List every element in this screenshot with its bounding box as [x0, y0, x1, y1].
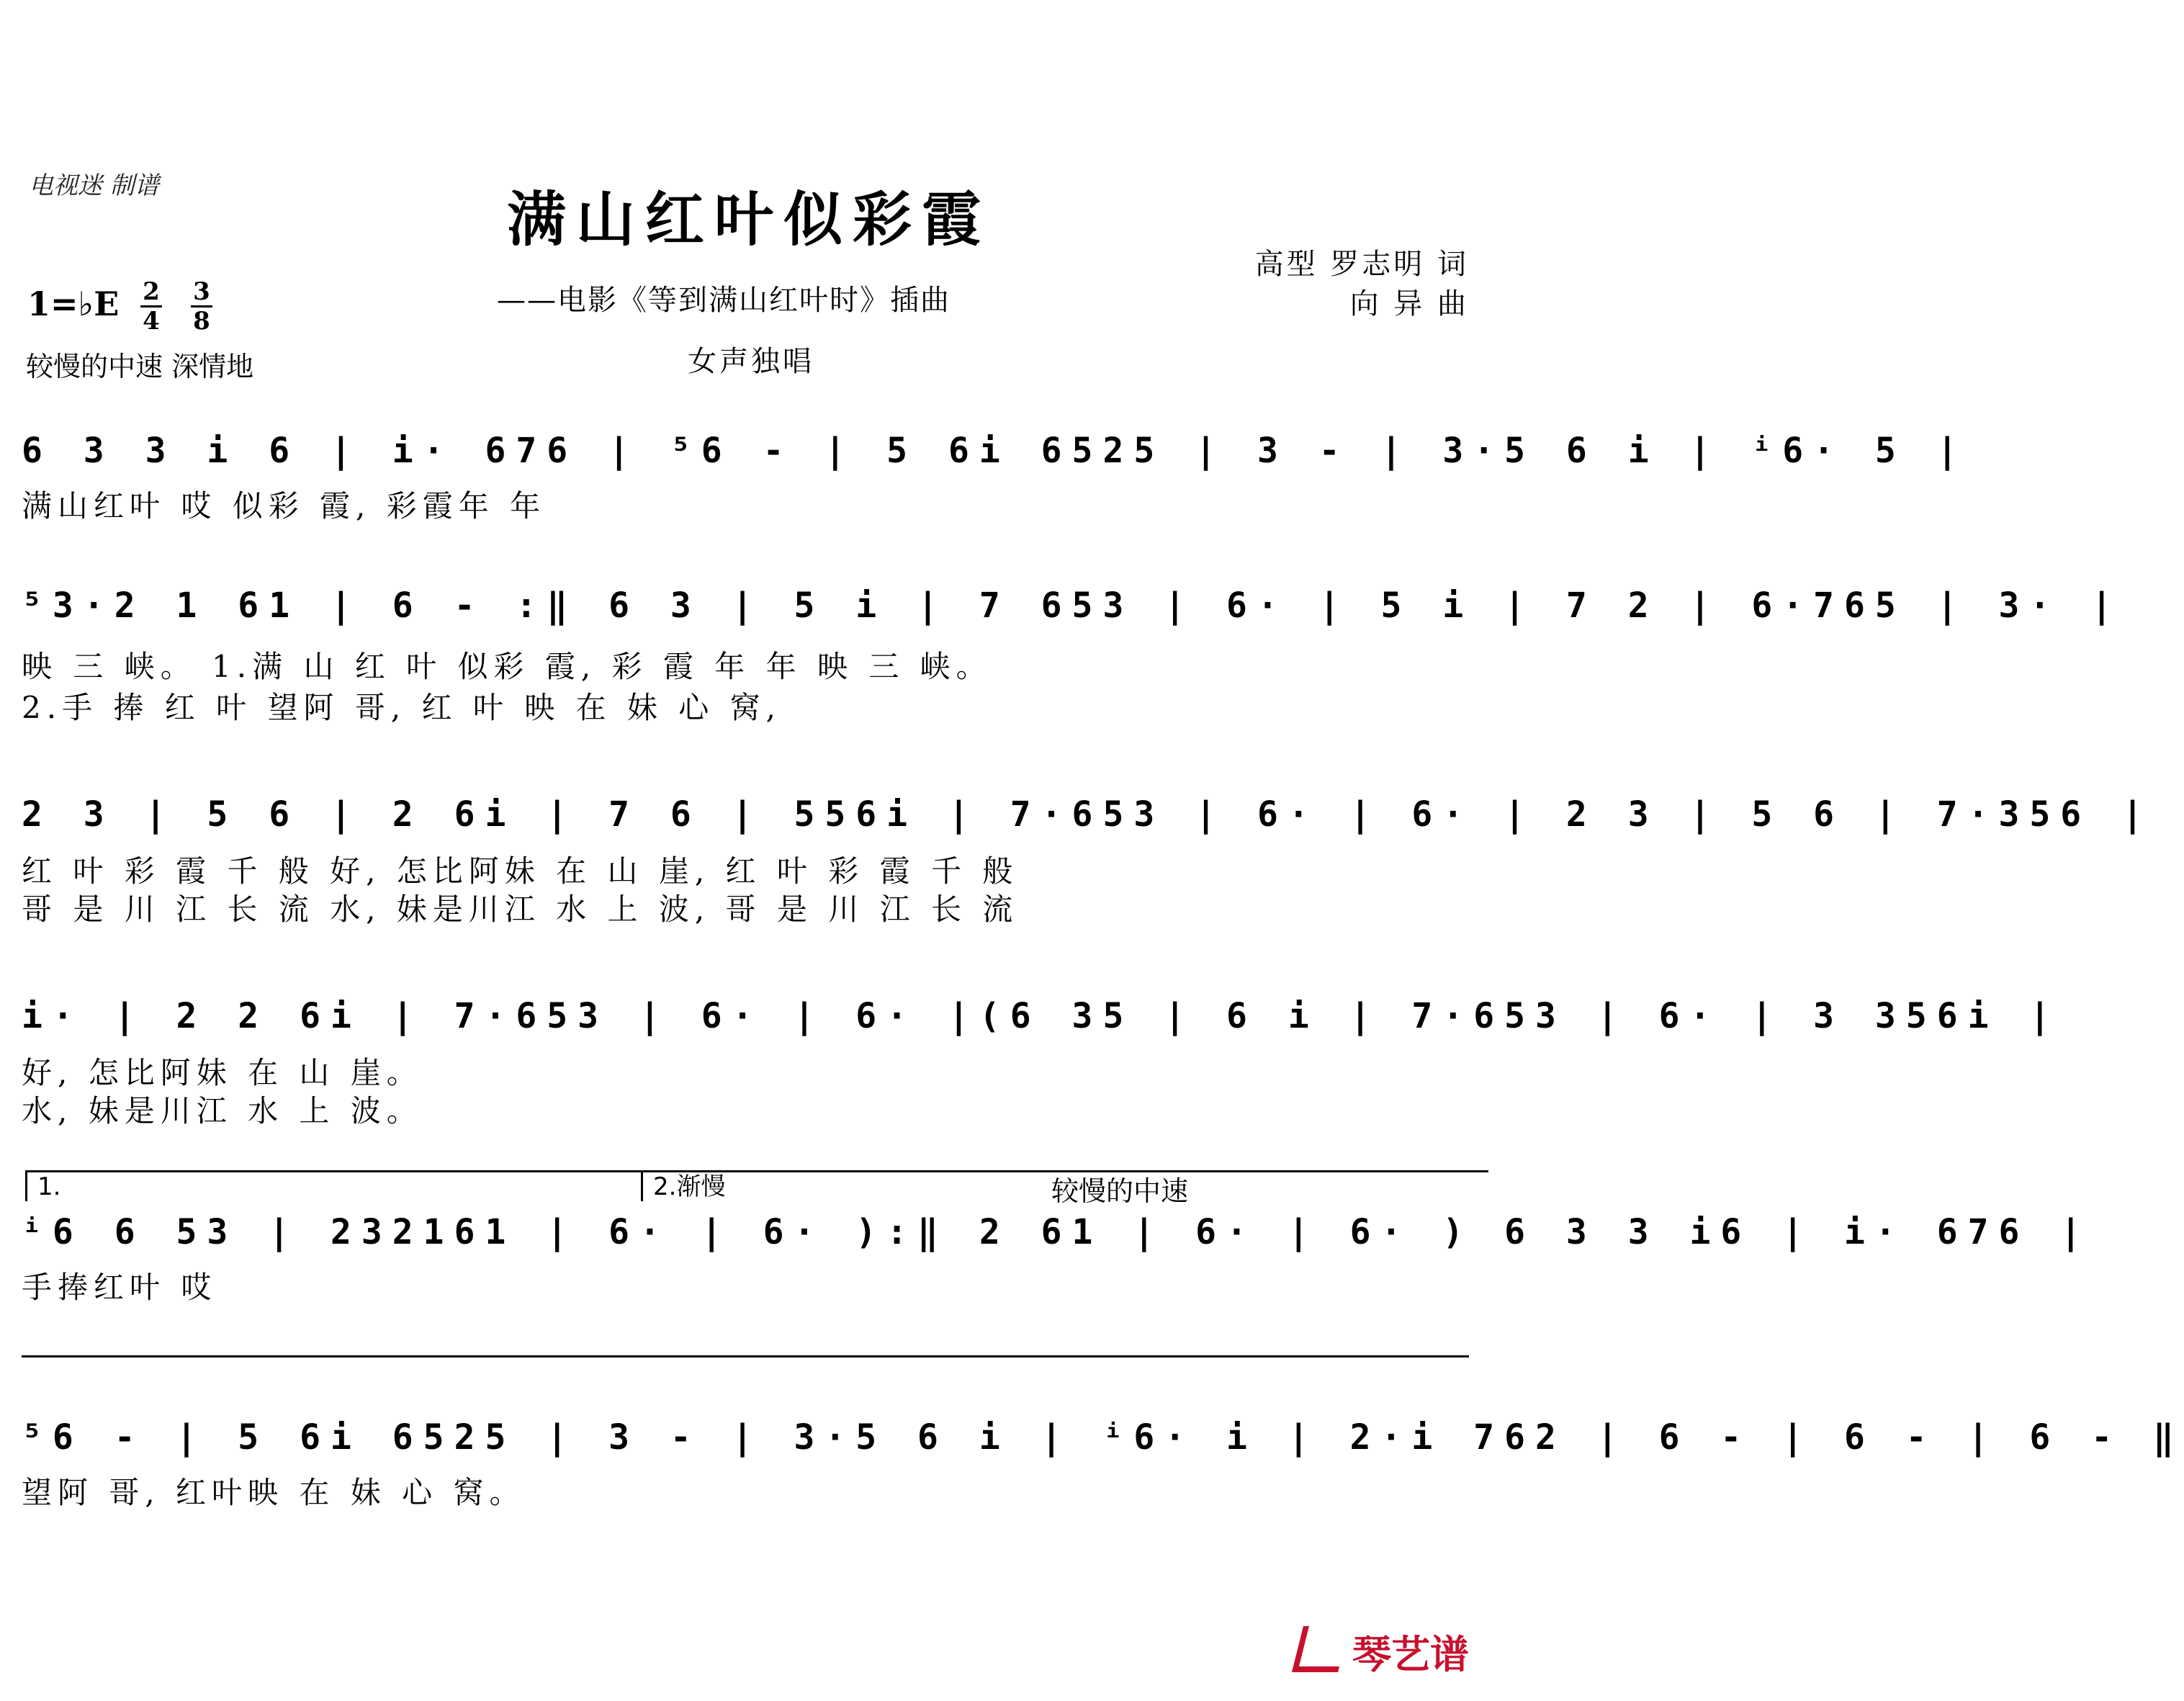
lyric-line: 望阿 哥, 红叶映 在 妹 心 窝。 [22, 1475, 526, 1510]
lyric-line-verse-2: 水, 妹是川江 水 上 波。 [22, 1093, 423, 1128]
lyric-line-verse-1: 红 叶 彩 霞 千 般 好, 怎比阿妹 在 山 崖, 红 叶 彩 霞 千 般 [22, 853, 1019, 889]
lyricist-credit: 高型 罗志明 词 [1254, 248, 1469, 281]
time-sig-bottom: 4 [143, 307, 160, 336]
performer-note: 女声独唱 [688, 345, 814, 378]
volta-label: 2.渐慢 [653, 1172, 726, 1201]
site-logo [1298, 1624, 1469, 1679]
key-signature: 1=♭E [27, 284, 120, 323]
notation-line: ⁵3·2 1 61 | 6 - :‖ 6 3 | 5 i | 7 653 | 6· | 5 i | 7 2 | 6·765 | 3· | [22, 585, 2123, 626]
song-subtitle: ——电影《等到满山红叶时》插曲 [497, 284, 951, 317]
notation-line: 2 3 | 5 6 | 2 6i | 7 6 | 556i | 7·653 | 6· | 6· | 2 3 | 5 6 | 7·356 | [22, 794, 2153, 835]
time-sig-top: 2 [143, 277, 160, 306]
system-divider [22, 1355, 1469, 1357]
tempo-marking: 较慢的中速 深情地 [26, 351, 254, 382]
tempo-change-marking: 较慢的中速 [1051, 1175, 1189, 1207]
time-signature-3-8 [191, 277, 212, 336]
notation-line: 6 3 3 i 6 | i· 676 | ⁵6 - | 5 6i 6525 | 3 - | 3·5 6 i | ⁱ6· 5 | [22, 431, 1968, 471]
lyric-line-verse-2: 2.手 捧 红 叶 望阿 哥, 红 叶 映 在 妹 心 窝, [22, 690, 781, 725]
lyric-line-verse-1: 好, 怎比阿妹 在 山 崖。 [22, 1055, 423, 1090]
time-sig-bottom: 8 [193, 307, 210, 336]
time-signature-2-4 [140, 277, 162, 336]
notation-line: i· | 2 2 6i | 7·653 | 6· | 6· |(6 35 | 6 i | 7·653 | 6· | 3 356i | [22, 996, 2061, 1036]
lyric-line: 满山红叶 哎 似彩 霞, 彩霞年 年 [22, 488, 547, 524]
time-sig-top: 3 [193, 277, 210, 306]
lyric-line-verse-2: 哥 是 川 江 长 流 水, 妹是川江 水 上 波, 哥 是 川 江 长 流 [22, 892, 1019, 927]
composer-credit: 向 异 曲 [1349, 287, 1469, 320]
first-ending-bracket [25, 1170, 642, 1201]
lyric-line-verse-1: 映 三 峡。 1.满 山 红 叶 似彩 霞, 彩 霞 年 年 映 三 峡。 [22, 649, 992, 684]
arranger-credit: 电视迷 制谱 [29, 171, 159, 200]
lyric-line: 手捧红叶 哎 [22, 1270, 217, 1305]
logo-text: 琴艺谱 [1352, 1632, 1469, 1677]
logo-mark-icon [1292, 1626, 1349, 1672]
song-title: 满山红叶似彩霞 [506, 185, 991, 254]
notation-line: ⁱ6 6 53 | 232161 | 6· | 6· ):‖ 2 61 | 6· | 6· ) 6 3 3 i6 | i· 676 | [22, 1212, 2092, 1252]
volta-label: 1. [37, 1172, 61, 1201]
notation-line: ⁵6 - | 5 6i 6525 | 3 - | 3·5 6 i | ⁱ6· i | 2·i 762 | 6 - | 6 - | 6 - ‖ [22, 1417, 2184, 1458]
